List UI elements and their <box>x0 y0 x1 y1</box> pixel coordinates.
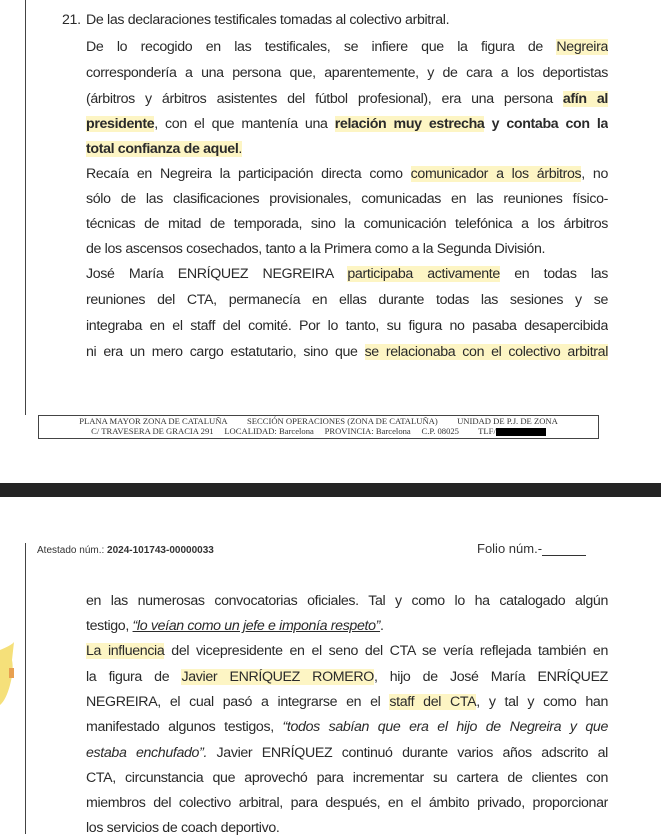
text-line <box>86 188 608 210</box>
text-segment: De las declaraciones testificales tomadas al colectivo arbitral. <box>86 12 450 28</box>
stamp-fragment-icon <box>0 640 14 710</box>
footer-section: SECCIÓN OPERACIONES (ZONA DE CATALUÑA) <box>246 416 438 426</box>
text-line <box>86 263 608 285</box>
text-line <box>86 666 608 688</box>
text-line <box>86 9 608 31</box>
highlighted-text: relación muy estrecha <box>334 116 485 132</box>
text-segment: ni era un mero cargo estatutario, sino que <box>86 344 365 360</box>
text-line <box>86 36 608 58</box>
page2-margin-line <box>25 543 26 834</box>
page-separator <box>0 483 661 497</box>
highlighted-text: La influencia <box>86 643 165 659</box>
text-segment: (árbitros y árbitros asistentes del fútbol profesional), era una persona <box>86 91 563 107</box>
text-line <box>86 767 608 789</box>
text-segment: , y tal y como han <box>476 694 608 710</box>
folio-blank <box>542 543 586 556</box>
text-segment: en las numerosas convocatorias oficiales. Tal y como lo ha catalogado algún <box>86 593 608 609</box>
folio-header <box>477 541 586 556</box>
text-segment: reuniones del CTA, permanecía en ellas durante todas las sesiones y se <box>86 292 608 308</box>
footer-phone-label: TLF/ <box>478 426 496 436</box>
text-segment: “lo veían como un jefe e imponía respeto” <box>132 618 381 634</box>
text-segment: Recaía en Negreira la participación directa como <box>86 166 411 182</box>
text-segment: la figura de <box>86 669 182 685</box>
text-line <box>86 238 608 260</box>
text-line <box>86 138 608 160</box>
footer-province: PROVINCIA: Barcelona <box>324 426 411 436</box>
text-line <box>86 213 608 235</box>
item-number: 21. <box>62 12 81 28</box>
text-segment: sólo de las clasificaciones provisionales, comunicadas en las reuniones físico- <box>86 191 608 207</box>
highlighted-text: comunicador a los árbitros <box>410 166 582 182</box>
highlighted-text: . <box>238 141 243 157</box>
footer-row-1 <box>39 416 598 426</box>
highlighted-text: presidente <box>86 116 155 132</box>
text-line <box>86 817 608 839</box>
page-footer <box>38 415 599 439</box>
text-segment: , hijo de José María ENRÍQUEZ <box>373 669 608 685</box>
text-segment: Javier ENRÍQUEZ continuó durante varios años adscrito al <box>207 745 608 761</box>
text-segment: NEGREIRA, el cual pasó a integrarse en el <box>86 694 390 710</box>
highlighted-text: afín al <box>562 91 608 107</box>
text-segment: José María ENRÍQUEZ NEGREIRA <box>86 266 348 282</box>
text-segment: en todas las <box>499 266 608 282</box>
highlighted-text: participaba activamente <box>347 266 500 282</box>
footer-row-2 <box>39 426 598 436</box>
folio-label: Folio núm.- <box>477 541 543 556</box>
text-segment: miembros del colectivo arbitral, para después, en el ámbito privado, proporcionar <box>86 795 608 811</box>
text-segment: de los ascensos cosechados, tanto a la Primera como a la Segunda División. <box>86 241 546 257</box>
highlighted-text: se relacionaba con el colectivo arbitral <box>364 344 608 360</box>
atestado-header <box>37 545 214 556</box>
highlighted-text: Negreira <box>556 39 608 55</box>
text-line <box>86 341 608 363</box>
text-segment: correspondería a una persona que, aparentemente, y de cara a los deportistas <box>86 65 608 81</box>
text-segment: los servicios de coach deportivo. <box>86 820 280 836</box>
text-line <box>86 615 608 637</box>
footer-unit: PLANA MAYOR ZONA DE CATALUÑA <box>79 416 228 426</box>
text-line <box>86 315 608 337</box>
text-segment: . <box>380 618 384 634</box>
text-segment: testigo, <box>86 618 133 634</box>
redaction-bar <box>496 428 546 436</box>
text-line <box>86 88 608 110</box>
footer-postal-code: C.P. 08025 <box>421 426 459 436</box>
text-segment: De lo recogido en las testificales, se infiere que la figura de <box>86 39 557 55</box>
text-segment: estaba enchufado”. <box>86 745 208 761</box>
text-segment: manifestado algunos testigos, <box>86 719 283 735</box>
text-line <box>86 163 608 185</box>
text-line <box>86 590 608 612</box>
text-segment: integraba en el staff del comité. Por lo tanto, su figura no pasaba desapercibida <box>86 318 608 334</box>
atestado-number: 2024-101743-00000033 <box>107 545 214 556</box>
text-segment: técnicas de mitad de temporada, sino la comunicación telefónica a los árbitros <box>86 216 608 232</box>
highlighted-text: Javier ENRÍQUEZ ROMERO <box>181 669 374 685</box>
text-line <box>86 691 608 713</box>
text-segment: , con el que mantenía una <box>154 116 335 132</box>
text-line <box>86 716 608 738</box>
text-segment: , no <box>581 166 608 182</box>
text-line <box>86 792 608 814</box>
text-line <box>86 113 608 135</box>
text-line <box>86 62 608 84</box>
text-line <box>86 289 608 311</box>
footer-address: C/ TRAVESERA DE GRACIA 291 <box>91 426 214 436</box>
highlighted-text: total confianza de aquel <box>86 141 239 157</box>
text-segment: “todos sabían que era el hijo de Negreira y que <box>282 719 608 735</box>
footer-unit-pj: UNIDAD DE P.J. DE ZONA <box>457 416 558 426</box>
text-line <box>86 742 608 764</box>
text-segment: y contaba con la <box>484 116 608 132</box>
footer-locality: LOCALIDAD: Barcelona <box>224 426 314 436</box>
page1-margin-line <box>25 0 26 415</box>
text-segment: del vicepresidente en el seno del CTA se vería reflejada también en <box>164 643 608 659</box>
text-segment: CTA, circunstancia que aprovechó para incrementar su cartera de clientes con <box>86 770 608 786</box>
text-line <box>86 640 608 662</box>
atestado-label: Atestado núm.: <box>37 545 105 556</box>
highlighted-text: staff del CTA <box>389 694 477 710</box>
